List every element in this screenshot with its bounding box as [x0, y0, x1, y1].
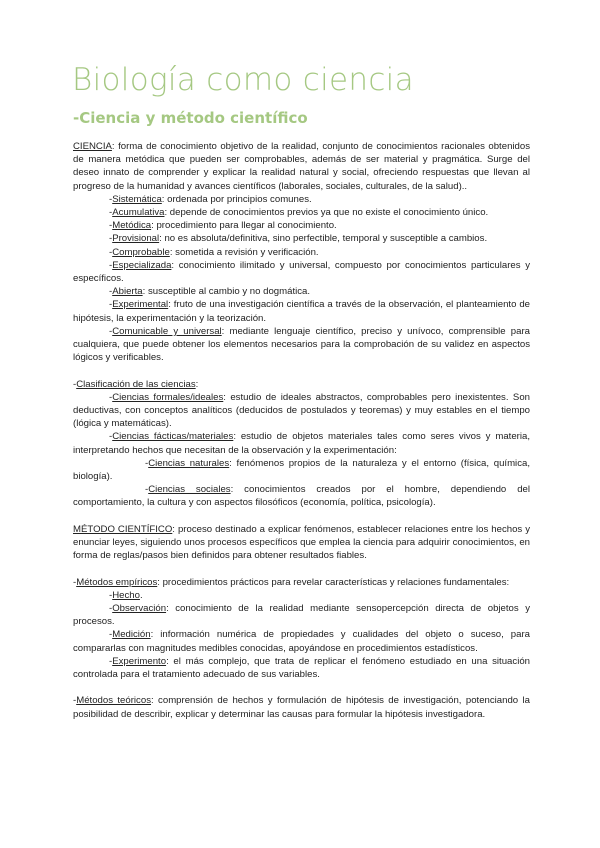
list-item-term: Provisional	[112, 233, 160, 245]
list-item-text: : fenómenos propios de la naturaleza y el entorno (física, química, biología).	[73, 457, 530, 483]
list-item-term: Ciencias sociales	[148, 484, 231, 496]
list-item-term: Sistemática	[112, 193, 162, 205]
list-item-text: .	[139, 589, 143, 601]
list-item-acumulativa: -Acumulativa: depende de conocimientos previos ya que no existe el conocimiento único.	[109, 207, 489, 219]
list-item-term: Medición	[112, 629, 151, 641]
list-item-text: : conocimientos creados por el hombre, dependiendo del comportamiento, la cultura y con aspectos filosóficos (economía, política, psicología).	[73, 484, 530, 509]
list-item-observacion: -Observación: conocimiento de la realidad mediante sensopercepción directa de objetos y procesos.	[73, 603, 530, 628]
document-body	[73, 140, 530, 721]
list-item-text: : el más complejo, que trata de replicar el fenómeno estudiado en una situación controlada para el tratamiento adecuado de sus variables.	[73, 655, 530, 681]
page-title: Biología como ciencia	[72, 62, 414, 98]
list-item-text: : mediante lenguaje científico, preciso y unívoco, comprensible para cualquiera, que puede obtener los elementos necesarios para la comprobación de su validez en aspectos lógicos y verificables.	[73, 325, 530, 364]
definition-metodo: : proceso destinado a explicar fenómenos, establecer relaciones entre los hechos y enunciar leyes, siguiendo unos procesos específicos que emplea la ciencia para adquirir conocimientos, en forma de reglas/pasos bien definidos para obtener resultados fiables.	[73, 523, 530, 562]
list-item-hecho: -Hecho.	[109, 589, 143, 601]
list-item-term: Hecho	[112, 589, 140, 601]
list-item-ciencias-naturales: -Ciencias naturales: fenómenos propios de la naturaleza y el entorno (física, química, biología).	[73, 457, 530, 483]
list-item-term: Experimental	[112, 299, 169, 311]
list-item-especializada: -Especializada: conocimiento ilimitado y universal, compuesto por conocimientos particulares y específicos.	[73, 259, 530, 285]
list-item-term: Ciencias fácticas/materiales	[112, 431, 234, 443]
list-item-text: : sometida a revisión y verificación.	[169, 246, 319, 258]
list-item-term: Ciencias formales/ideales	[112, 391, 224, 403]
term-ciencia: CIENCIA	[73, 141, 112, 152]
list-item-comunicable: -Comunicable y universal: mediante lenguaje científico, preciso y unívoco, comprensible para cualquiera, que puede obtener los elementos necesarios para la comprobación de su validez en aspectos lógicos y verificables.	[73, 325, 530, 364]
list-item-term: Comprobable	[112, 246, 170, 258]
list-item-term: Abierta	[112, 286, 143, 298]
list-item-sistematica: -Sistemática: ordenada por principios comunes.	[109, 193, 312, 205]
term-metodo-cientifico: MÉTODO CIENTÍFICO	[73, 523, 173, 535]
list-item-text: : no es absoluta/definitiva, sino perfectible, temporal y susceptible a cambios.	[159, 233, 488, 245]
term-metodos-empiricos: Métodos empíricos	[76, 576, 158, 588]
list-item-text: : susceptible al cambio y no dogmática.	[142, 286, 311, 298]
page-subtitle: -Ciencia y método científico	[73, 109, 308, 127]
definition-teoricos: : comprensión de hechos y formulación de hipótesis de investigación, potenciando la posibilidad de describir, explicar y determinar las causas para formular la hipótesis investigadora.	[73, 695, 530, 720]
list-item-text: : estudio de ideales abstractos, comprobables pero inexistentes. Son deductivas, con conceptos analíticos (deducidos de postulados y teoremas) y muy estables en el tiempo (lógica y matemáticas).	[73, 391, 530, 430]
list-item-text: : información numérica de propiedades y cualidades del objeto o suceso, para compararlas con magnitudes medibles conocidas, apoyándose en procedimientos estadísticos.	[73, 629, 530, 654]
list-item-metodica: -Metódica: procedimiento para llegar al conocimiento.	[109, 220, 337, 232]
list-item-ciencias-sociales: -Ciencias sociales: conocimientos creados por el hombre, dependiendo del comportamiento, la cultura y con aspectos filosóficos (economía, política, psicología).	[73, 484, 530, 509]
list-item-text: : depende de conocimientos previos ya que no existe el conocimiento único.	[164, 207, 489, 219]
list-item-term: Ciencias naturales	[148, 457, 230, 469]
list-item-experimento: -Experimento: el más complejo, que trata de replicar el fenómeno estudiado en una situación controlada para el tratamiento adecuado de sus variables.	[73, 655, 530, 681]
list-item-text: : conocimiento de la realidad mediante sensopercepción directa de objetos y procesos.	[73, 603, 530, 628]
heading-clasificacion: -Clasificación de las ciencias:	[73, 378, 199, 390]
list-item-text: : procedimiento para llegar al conocimiento.	[151, 220, 337, 232]
list-item-text: : ordenada por principios comunes.	[161, 193, 312, 205]
list-item-term: Especializada	[112, 259, 172, 271]
term-clasificacion: Clasificación de las ciencias	[76, 378, 196, 390]
term-metodos-teoricos: Métodos teóricos	[76, 695, 151, 707]
list-item-ciencias-formales: -Ciencias formales/ideales: estudio de ideales abstractos, comprobables pero inexistentes. Son deductivas, con conceptos analíticos (deducidos de postulados y teoremas) y muy estables en el tiempo (lógica y matemáticas).	[73, 391, 530, 430]
paragraph-metodos-teoricos: -Métodos teóricos: comprensión de hechos y formulación de hipótesis de investigación, potenciando la posibilidad de describir, explicar y determinar las causas para formular la hipótesis investigadora.	[73, 695, 530, 720]
list-item-term: Acumulativa	[112, 207, 165, 219]
list-item-text: : fruto de una investigación científica a través de la observación, el planteamiento de hipótesis, la experimentación y la teorización.	[73, 299, 530, 324]
definition-empiricos: : procedimientos prácticos para revelar características y relaciones fundamentales:	[157, 576, 510, 588]
list-item-term: Comunicable y universal	[112, 325, 222, 337]
list-item-comprobable: -Comprobable: sometida a revisión y verificación.	[109, 246, 319, 258]
heading-colon: :	[195, 378, 199, 390]
definition-ciencia: : forma de conocimiento objetivo de la realidad, conjunto de conocimientos racionales obtenidos de manera metódica que pueden ser comprobables, además de ser material y pragmática. Surge del deseo innato de comprender y explicar la realidad natural y social, ofreciendo respuestas que llevan al progreso de la humanidad y avances científicos (laborales, sociales, culturales, de la salud)..	[73, 141, 530, 192]
paragraph-ciencia	[73, 140, 530, 193]
list-item-medicion: -Medición: información numérica de propiedades y cualidades del objeto o suceso, para compararlas con magnitudes medibles conocidas, apoyándose en procedimientos estadísticos.	[73, 629, 530, 654]
paragraph-metodo-cientifico	[73, 523, 530, 563]
heading-metodos-empiricos: -Métodos empíricos: procedimientos prácticos para revelar características y relaciones fundamentales:	[73, 576, 510, 588]
list-item-experimental: -Experimental: fruto de una investigación científica a través de la observación, el planteamiento de hipótesis, la experimentación y la teorización.	[73, 299, 530, 324]
list-item-term: Observación	[112, 603, 167, 615]
list-item-text: : estudio de objetos materiales tales como seres vivos y materia, interpretando hechos que necesitan de la observación y la experimentación:	[73, 431, 530, 456]
list-item-abierta: -Abierta: susceptible al cambio y no dogmática.	[109, 286, 311, 298]
list-item-text: : conocimiento ilimitado y universal, compuesto por conocimientos particulares y específicos.	[73, 259, 530, 285]
list-item-provisional: -Provisional: no es absoluta/definitiva, sino perfectible, temporal y susceptible a cambios.	[109, 233, 488, 245]
list-item-ciencias-facticas: -Ciencias fácticas/materiales: estudio de objetos materiales tales como seres vivos y materia, interpretando hechos que necesitan de la observación y la experimentación:	[73, 431, 530, 456]
list-item-term: Experimento	[112, 655, 167, 667]
list-item-term: Metódica	[112, 220, 152, 232]
